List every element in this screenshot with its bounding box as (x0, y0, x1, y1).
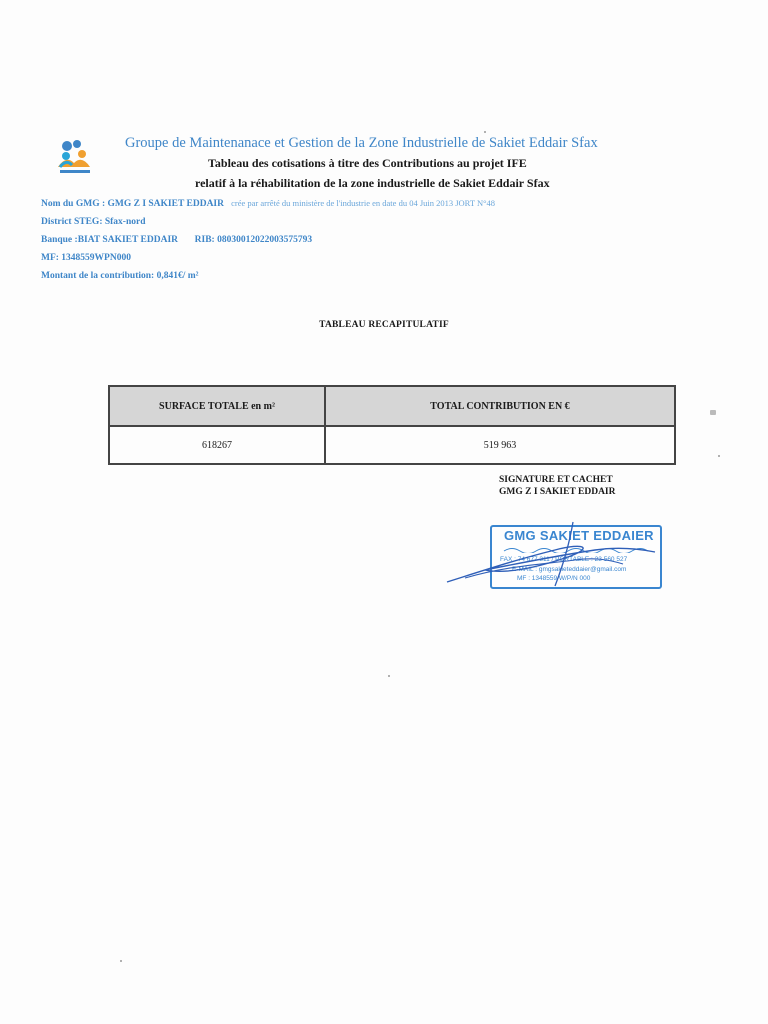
column-header: TOTAL CONTRIBUTION EN € (325, 386, 675, 426)
column-header: SURFACE TOTALE en m² (109, 386, 325, 426)
table-row (109, 426, 675, 464)
org-title: Groupe de Maintenanace et Gestion de la Zone Industrielle de Sakiet Eddair Sfax (125, 135, 598, 151)
stamp-contact: FAX : 74 677 311 / PORTABLE : 23 560 527 (500, 556, 628, 563)
scan-speck (710, 410, 716, 415)
mf-line (41, 253, 131, 263)
gmg-name: Nom du GMG : GMG Z I SAKIET EDDAIR (41, 199, 224, 209)
subtitle-line-2: relatif à la réhabilitation de la zone industrielle de Sakiet Eddair Sfax (195, 176, 550, 190)
mf: MF: 1348559WPN000 (41, 253, 131, 263)
scan-speck (718, 455, 720, 457)
stamp-email: E-MAIL : gmgsakieteddaier@gmail.com (512, 566, 627, 573)
rib: RIB: 08030012022003575793 (194, 235, 313, 245)
scan-speck (484, 131, 486, 133)
contribution-line (41, 271, 199, 281)
gmg-creation-note: crée par arrêté du ministère de l'industrie en date du 04 Juin 2013 JORT N°48 (231, 198, 496, 208)
district-line (41, 217, 146, 227)
signature-label: SIGNATURE ET CACHET (499, 475, 613, 485)
gmg-logo (52, 137, 98, 177)
handwritten-signature-icon (445, 520, 665, 590)
scan-speck (120, 960, 122, 962)
stamp-title: GMG SAKIET EDDAIER (504, 528, 654, 543)
recap-title: TABLEAU RECAPITULATIF (319, 320, 449, 330)
table-header-row (109, 386, 675, 426)
table-cell: 519 963 (325, 426, 675, 464)
scan-speck (388, 675, 390, 677)
gmg-gears-people-logo-icon (52, 137, 98, 177)
subtitle-line-1: Tableau des cotisations à titre des Contributions au projet IFE (208, 156, 527, 170)
bank-line (41, 235, 312, 245)
gmg-name-line (41, 198, 495, 209)
table-cell: 618267 (109, 426, 325, 464)
stamp-mf: MF : 1348559 W/P/N 000 (517, 575, 591, 582)
district: District STEG: Sfax-nord (41, 217, 146, 227)
contribution-amount: Montant de la contribution: 0,841€/ m² (41, 271, 199, 281)
recap-table (108, 385, 676, 465)
signature-org: GMG Z I SAKIET EDDAIR (499, 487, 616, 497)
bank-name: Banque :BIAT SAKIET EDDAIR (41, 235, 179, 245)
